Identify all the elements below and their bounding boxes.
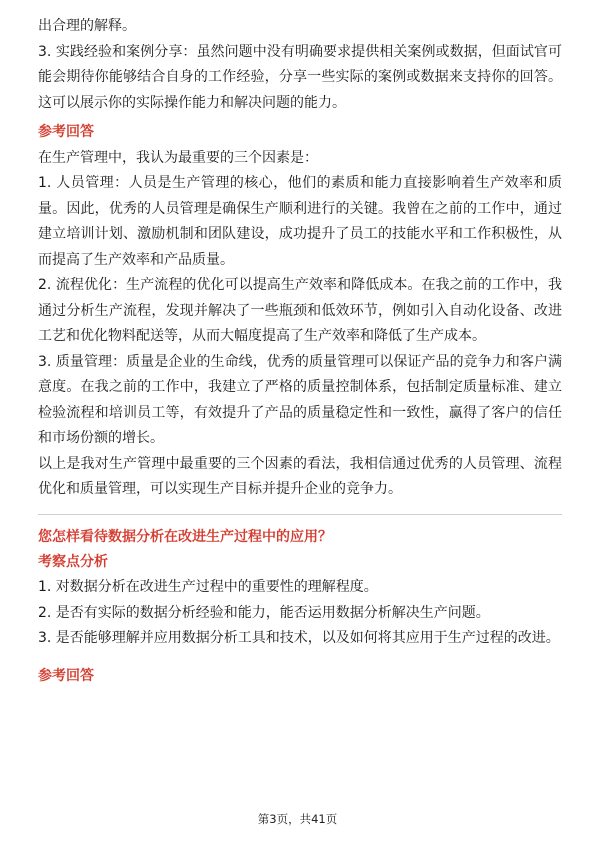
answer-point-3: 3. 质量管理：质量是企业的生命线，优秀的质量管理可以保证产品的竞争力和客户满意度。在我之前的工作中，我建立了严格的质量控制体系，包括制定质量标准、建立检验流程和培训员工等，有效提升了产品的质量稳定性和一致性，赢得了客户的信任和市场份额的增长。 <box>38 353 562 446</box>
continuation-text: 出合理的解释。 <box>38 18 136 34</box>
question-title: 您怎样看待数据分析在改进生产过程中的应用？ <box>38 528 332 545</box>
analysis-heading: 考察点分析 <box>38 553 108 570</box>
analysis-point-3: 3. 实践经验和案例分享：虽然问题中没有明确要求提供相关案例或数据，但面试官可能会期待你能够结合自身的工作经验，分享一些实际的案例或数据来支持你的回答。这可以展示你的实际操作能力和解决问题的能力。 <box>38 43 562 111</box>
section-divider <box>38 514 562 515</box>
page-footer: 第3页，共41页 <box>257 812 338 826</box>
analysis-point: 3. 是否能够理解并应用数据分析工具和技术，以及如何将其应用于生产过程的改进。 <box>38 630 560 646</box>
document-page <box>38 14 562 689</box>
analysis-point: 1. 对数据分析在改进生产过程中的重要性的理解程度。 <box>38 579 378 595</box>
answer-conclusion: 以上是我对生产管理中最重要的三个因素的看法，我相信通过优秀的人员管理、流程优化和质量管理，可以实现生产目标并提升企业的竞争力。 <box>38 455 562 497</box>
answer-point-2: 2. 流程优化：生产流程的优化可以提高生产效率和降低成本。在我之前的工作中，我通过分析生产流程，发现并解决了一些瓶颈和低效环节，例如引入自动化设备、改进工艺和优化物料配送等，从而大幅度提高了生产效率和降低了生产成本。 <box>38 277 562 344</box>
answer-intro: 在生产管理中，我认为最重要的三个因素是： <box>38 149 318 166</box>
answer-point-1: 1. 人员管理：人员是生产管理的核心，他们的素质和能力直接影响着生产效率和质量。因此，优秀的人员管理是确保生产顺利进行的关键。我曾在之前的工作中，通过建立培训计划、激励机制和团队建设，成功提升了员工的技能水平和工作积极性，从而提高了生产效率和产品质量。 <box>38 175 562 268</box>
analysis-point: 2. 是否有实际的数据分析经验和能力，能否运用数据分析解决生产问题。 <box>38 604 490 621</box>
reference-answer-heading: 参考回答 <box>38 124 94 140</box>
reference-answer-heading-2: 参考回答 <box>38 667 94 684</box>
